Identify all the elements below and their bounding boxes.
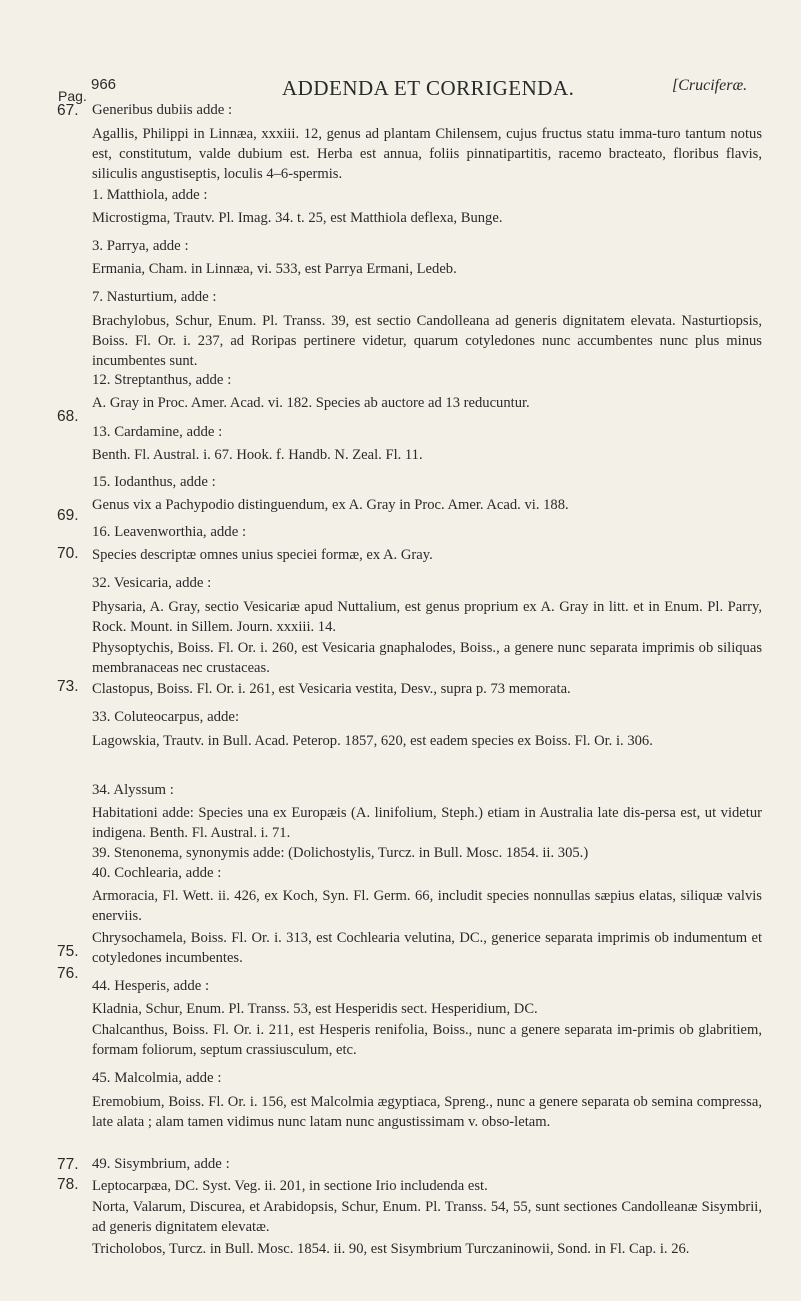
entry-text: Chalcanthus, Boiss. Fl. Or. i. 211, est Hesperis renifolia, Boiss., nunc a genere separata im-primis ob glabritiem, formam foliorum, septum crassiusculum, etc. — [92, 1022, 762, 1058]
pag-label: Pag. — [58, 88, 87, 104]
entry-heading: 3. Parrya, adde : — [92, 238, 189, 254]
entry-text: Norta, Valarum, Discurea, et Arabidopsis, Schur, Enum. Pl. Transs. 54, 55, sunt sectiones Candolleanæ Sisymbrii, ad generis dignitatem elevatæ. — [92, 1199, 762, 1235]
entry-text: Tricholobos, Turcz. in Bull. Mosc. 1854. ii. 90, est Sisymbrium Turczaninowii, Sond. in Fl. Cap. i. 26. — [92, 1241, 690, 1257]
entry-text: Agallis, Philippi in Linnæa, xxxiii. 12, genus ad plantam Chilensem, cujus fructus statu imma-turo tantum notus est, constitutum, valde dubium est. Herba est annua, foliis pinnatipartitis, racemo bracteato, floribus flavis, siliculis angustiseptis, loculis 4–6-spermis. — [92, 126, 762, 182]
entry-text: 39. Stenonema, synonymis adde: (Dolichostylis, Turcz. in Bull. Mosc. 1854. ii. 305.) — [92, 845, 589, 861]
page-number: 966 — [91, 76, 117, 93]
entry-text: Clastopus, Boiss. Fl. Or. i. 261, est Vesicaria vestita, Desv., supra p. 73 memorata. — [92, 681, 571, 697]
entry-heading: 15. Iodanthus, adde : — [92, 474, 216, 490]
entry-heading: 32. Vesicaria, adde : — [92, 575, 212, 591]
margin-number: 75. — [57, 943, 79, 960]
margin-number: 76. — [57, 965, 79, 982]
entry-text: Physaria, A. Gray, sectio Vesicariæ apud Nuttalium, est genus proprium ex A. Gray in litt. et in Enum. Pl. Parry, Rock. Mount. in Sillem. Journ. xxxiii. 14. — [92, 599, 762, 635]
entry-text: Leptocarpæa, DC. Syst. Veg. ii. 201, in sectione Irio includenda est. — [92, 1178, 488, 1194]
entry-heading: Generibus dubiis adde : — [92, 102, 233, 118]
entry-text: A. Gray in Proc. Amer. Acad. vi. 182. Species ab auctore ad 13 reducuntur. — [92, 395, 530, 411]
entry-text: Armoracia, Fl. Wett. ii. 426, ex Koch, Syn. Fl. Germ. 66, includit species nonnullas sæpius elatas, siliquæ valvis enerviis. — [92, 888, 762, 924]
entry-heading: 33. Coluteocarpus, adde: — [92, 709, 240, 725]
margin-number: 77. — [57, 1156, 79, 1173]
entry-text: Microstigma, Trautv. Pl. Imag. 34. t. 25, est Matthiola deflexa, Bunge. — [92, 210, 503, 226]
entry-text: Brachylobus, Schur, Enum. Pl. Transs. 39, est sectio Candolleana ad generis dignitatem elevata. Nasturtiopsis, Boiss. Fl. Or. i. 237, ad Roripas pertinere videtur, quarum cotyledones nunc accumbentes nunc plus minus incumbentes sunt. — [92, 313, 762, 369]
entry-heading: 16. Leavenworthia, adde : — [92, 524, 247, 540]
margin-number: 67. — [57, 102, 79, 119]
entry-text: Chrysochamela, Boiss. Fl. Or. i. 313, est Cochlearia velutina, DC., generice separata imprimis ob indumentum et cotyledones incumbentes. — [92, 930, 762, 966]
entry-heading: 7. Nasturtium, adde : — [92, 289, 217, 305]
running-head: ADDENDA ET CORRIGENDA. — [282, 76, 575, 100]
entry-text: Lagowskia, Trautv. in Bull. Acad. Peterop. 1857, 620, est eadem species ex Boiss. Fl. Or. i. 306. — [92, 733, 653, 749]
margin-number: 68. — [57, 408, 79, 425]
entry-text: Physoptychis, Boiss. Fl. Or. i. 260, est Vesicaria gnaphalodes, Boiss., a genere nunc separata imprimis ob siliquas membranaceas nec crustaceas. — [92, 640, 762, 676]
entry-text: Kladnia, Schur, Enum. Pl. Transs. 53, est Hesperidis sect. Hesperidium, DC. — [92, 1001, 538, 1017]
section-title: [Cruciferæ. — [672, 77, 748, 94]
entry-heading: 13. Cardamine, adde : — [92, 424, 223, 440]
entry-heading: 12. Streptanthus, adde : — [92, 372, 232, 388]
margin-number: 78. — [57, 1176, 79, 1193]
entry-text: Habitationi adde: Species una ex Europæis (A. linifolium, Steph.) etiam in Australia late dis-persa est, ut videtur indigena. Benth. Fl. Austral. i. 71. — [92, 805, 762, 841]
margin-number: 69. — [57, 507, 79, 524]
entry-text: Eremobium, Boiss. Fl. Or. i. 156, est Malcolmia ægyptiaca, Spreng., nunc a genere separata ob semina compressa, late alata ; alam tamen vidimus nunc latam nunc angustissimam v. obso-letam. — [92, 1094, 762, 1130]
entry-text: Ermania, Cham. in Linnæa, vi. 533, est Parrya Ermani, Ledeb. — [92, 261, 457, 277]
entry-heading: 1. Matthiola, adde : — [92, 187, 208, 203]
entry-text: Species descriptæ omnes unius speciei formæ, ex A. Gray. — [92, 547, 433, 563]
entry-heading: 40. Cochlearia, adde : — [92, 865, 222, 881]
margin-number: 70. — [57, 545, 79, 562]
entry-heading: 34. Alyssum : — [92, 782, 174, 798]
entry-heading: 45. Malcolmia, adde : — [92, 1070, 222, 1086]
entry-text: Genus vix a Pachypodio distinguendum, ex A. Gray in Proc. Amer. Acad. vi. 188. — [92, 497, 569, 513]
entry-heading: 49. Sisymbrium, adde : — [92, 1156, 230, 1172]
entry-heading: 44. Hesperis, adde : — [92, 978, 210, 994]
margin-number: 73. — [57, 678, 79, 695]
entry-text: Benth. Fl. Austral. i. 67. Hook. f. Handb. N. Zeal. Fl. 11. — [92, 447, 423, 463]
